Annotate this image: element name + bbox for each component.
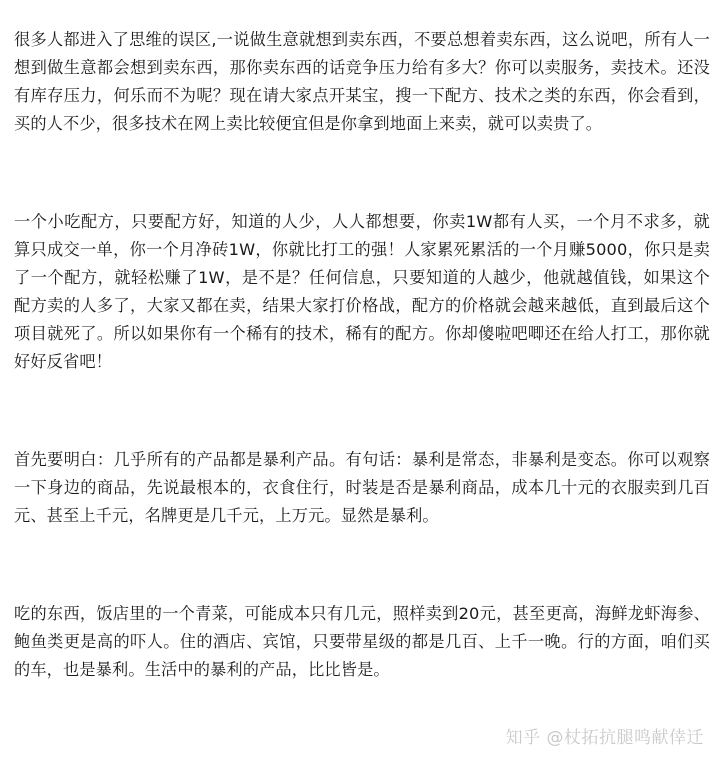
article-body [14, 26, 710, 684]
paragraph-1: 很多人都进入了思维的误区,一说做生意就想到卖东西，不要总想着卖东西，这么说吧，所有人一想到做生意都会想到卖东西，那你卖东西的话竞争压力给有多大？你可以卖服务，卖技术。还没有库存压力，何乐而不为呢？现在请大家点开某宝，搜一下配方、技术之类的东西，你会看到，买的人不少，很多技术在网上卖比较便宜但是你拿到地面上来卖，就可以卖贵了。 [14, 30, 710, 133]
paragraph-3: 首先要明白：几乎所有的产品都是暴利产品。有句话：暴利是常态，非暴利是变态。你可以观察一下身边的商品，先说最根本的，衣食住行，时装是否是暴利商品，成本几十元的衣服卖到几百元、甚至上千元，名牌更是几千元，上万元。显然是暴利。 [14, 450, 710, 525]
paragraph-2: 一个小吃配方，只要配方好，知道的人少，人人都想要，你卖1W都有人买，一个月不求多，就算只成交一单，你一个月净砖1W，你就比打工的强！人家累死累活的一个月赚5000，你只是卖了一个配方，就轻松赚了1W，是不是？任何信息，只要知道的人越少，他就越值钱，如果这个配方卖的人多了，大家又都在卖，结果大家打价格战，配方的价格就会越来越低，直到最后这个项目就死了。所以如果你有一个稀有的技术，稀有的配方。你却傻啦吧唧还在给人打工，那你就好好反省吧！ [14, 212, 710, 371]
zhihu-watermark: 知乎 @杖拓抗腿鸣献倖迁 [505, 728, 704, 748]
paragraph-4: 吃的东西，饭店里的一个青菜，可能成本只有几元，照样卖到20元，甚至更高，海鲜龙虾海参、鲍鱼类更是高的吓人。住的酒店、宾馆，只要带星级的都是几百、上千一晚。行的方面，咱们买的车，也是暴利。生活中的暴利的产品，比比皆是。 [14, 604, 710, 679]
